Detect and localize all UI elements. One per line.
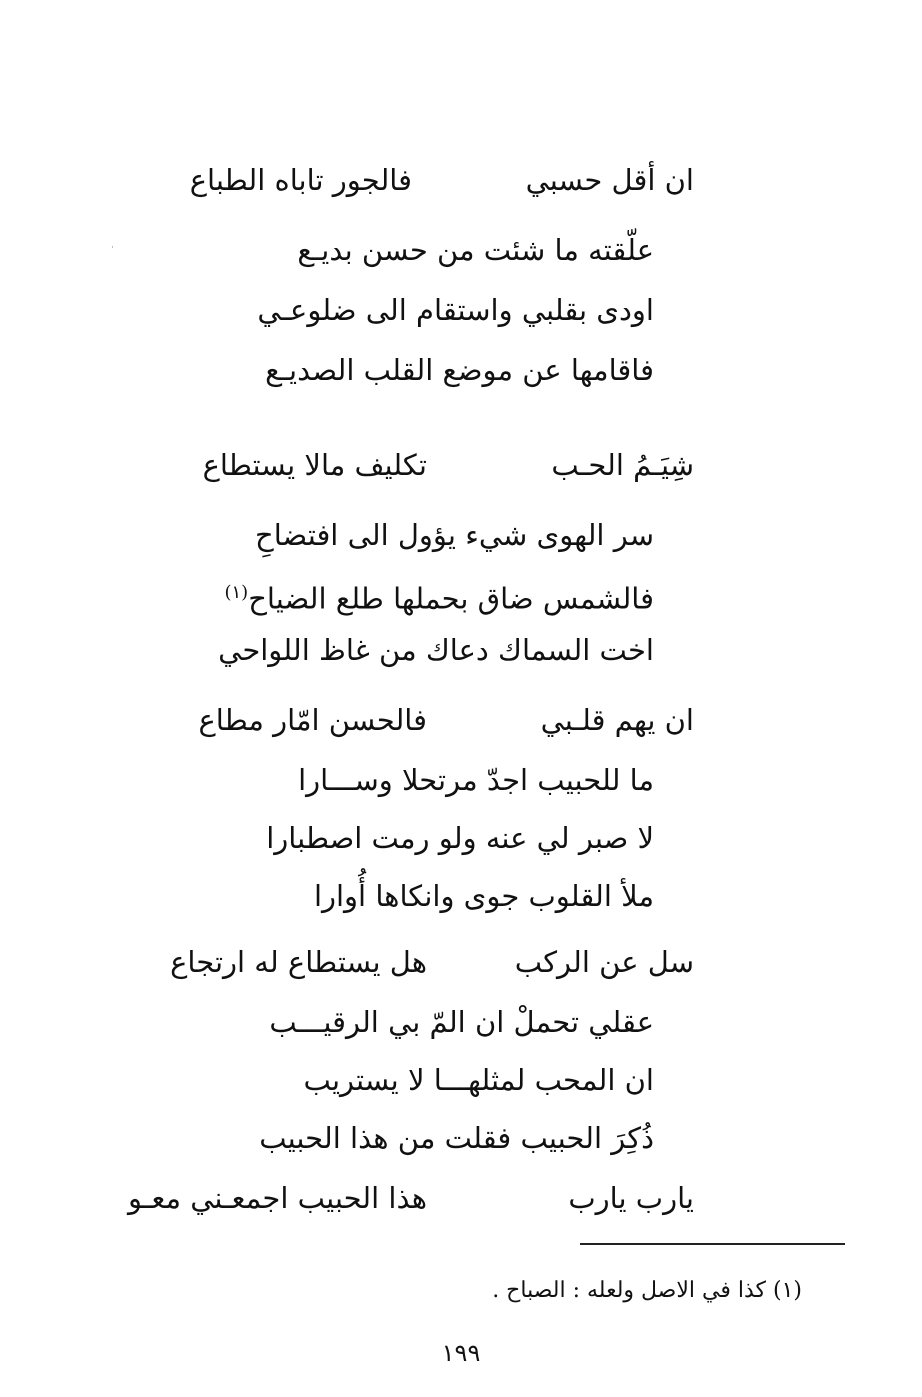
page-number: ١٩٩ — [441, 1339, 481, 1367]
stanza-4-refrain-right: سل عن الركب — [514, 945, 694, 979]
stanza-3-refrain-left: فالحسن امّار مطاع — [198, 703, 427, 737]
footnote-marker: (١) — [224, 582, 249, 603]
stanza-4-refrain-left: هل يستطاع له ارتجاع — [170, 945, 427, 979]
stanza-2-refrain-left: تكليف مالا يستطاع — [202, 448, 427, 482]
stanza-3-verse-1: ما للحبيب اجدّ مرتحلا وســـارا — [298, 763, 654, 797]
stanza-1-verse-3: فاقامها عن موضع القلب الصديـع — [265, 353, 654, 387]
stanza-4-verse-3: ذُكِرَ الحبيب فقلت من هذا الحبيب — [259, 1121, 654, 1155]
stanza-3-verse-3: ملأ القلوب جوى وانكاها أُوارا — [313, 879, 654, 913]
margin-mark — [112, 246, 113, 248]
stanza-4-verse-2: ان المحب لمثلهـــا لا يستريب — [303, 1063, 654, 1097]
stanza-2-verse-1: سر الهوى شيء يؤول الى افتضاحِ — [254, 518, 654, 552]
stanza-2-verse-2 — [224, 573, 654, 619]
stanza-3-verse-2: لا صبر لي عنه ولو رمت اصطبارا — [266, 821, 654, 855]
footnote-rule — [580, 1243, 845, 1245]
stanza-1-verse-1: علّقته ما شئت من حسن بديـع — [297, 233, 654, 267]
stanza-5-refrain-right: يارب يارب — [568, 1181, 694, 1215]
stanza-1-refrain-right: ان أقل حسبي — [525, 163, 694, 197]
stanza-1-verse-2: اودى بقلبي واستقام الى ضلوعـي — [257, 293, 654, 327]
stanza-3-refrain-right: ان يهم قلـبي — [540, 703, 694, 737]
stanza-2-refrain-right: شِيَـمُ الحـب — [551, 448, 694, 482]
stanza-1-refrain-left: فالجور تاباه الطباع — [189, 163, 412, 197]
stanza-2-verse-2-text: فالشمس ضاق بحملها طلع الضياح — [248, 581, 654, 616]
stanza-2-verse-3: اخت السماك دعاك من غاظ اللواحي — [218, 633, 654, 667]
footnote: (١) كذا في الاصل ولعله : الصباح . — [492, 1278, 802, 1303]
stanza-5-refrain-left: هذا الحبيب اجمعـني معـو — [128, 1181, 427, 1215]
stanza-4-verse-1: عقلي تحملْ ان المّ بي الرقيـــب — [269, 1005, 654, 1039]
